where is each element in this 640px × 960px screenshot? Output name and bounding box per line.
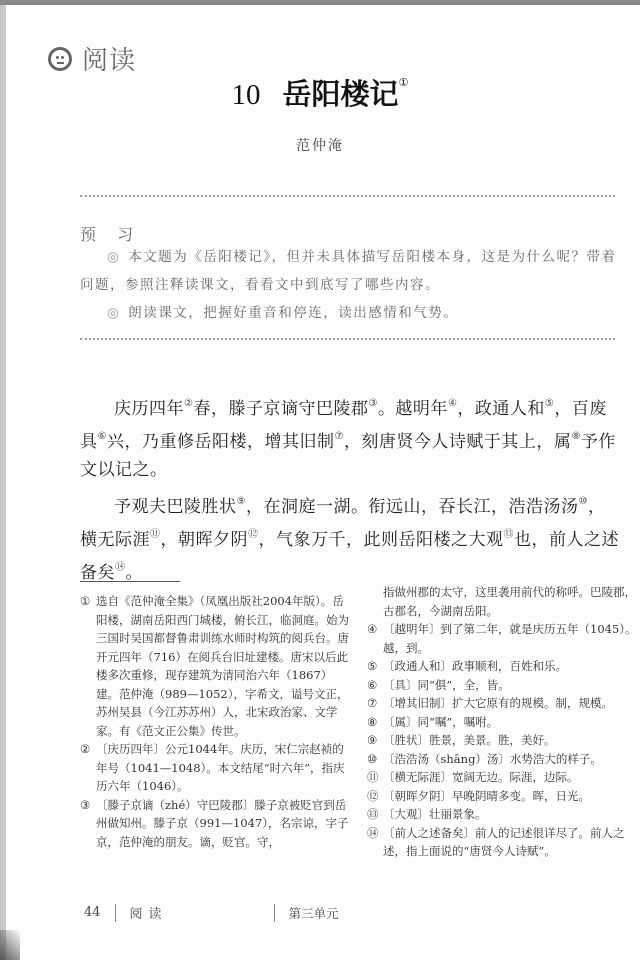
footnote-marker: ⑭	[115, 562, 126, 573]
dotted-divider-bottom	[80, 338, 615, 340]
footnote-marker: ⑥	[97, 431, 107, 442]
section-title: 阅读	[82, 46, 137, 76]
page-number: 44	[84, 905, 101, 920]
footnote: ⑭ 〔前人之述备矣〕前人的记述很详尽了。前人之述，指上面说的“唐贤今人诗赋”。	[367, 825, 625, 858]
footnotes-right-column	[367, 583, 637, 861]
footnote: ⑪ 〔横无际涯〕宽阔无边。际涯，边际。	[367, 770, 579, 784]
main-text	[80, 390, 620, 591]
footnote-marker: ③	[368, 398, 378, 409]
footnote-marker: ⑩	[578, 496, 588, 507]
footnotes-left-column	[80, 592, 350, 851]
page-corner-shadow	[0, 930, 20, 960]
footnote: ⑫ 〔朝晖夕阴〕早晚阴晴多变。晖，日光。	[367, 788, 590, 803]
footer-book-title: 阅读	[129, 907, 168, 922]
lesson-name: 岳阳楼记	[282, 79, 399, 111]
dotted-divider-top	[80, 195, 615, 197]
footnote-marker: ⑫	[248, 529, 259, 540]
footnote: ⑥ 〔具〕同“俱”，全，皆。	[367, 677, 510, 692]
footnote-marker: ⑤	[544, 398, 555, 409]
paragraph-1: 庆历四年②春，滕子京谪守巴陵郡③。越明年④，政通人和⑤，百废具⑥兴，乃重修岳阳楼，增其旧制⑦，刻唐贤今人诗赋于其上，属⑧予作文以记之。	[80, 398, 616, 480]
title-footnote-marker: ①	[398, 77, 409, 89]
footnote: ⑬ 〔大观〕壮丽景象。	[367, 807, 487, 821]
footnote-continuation: 指做州郡的太守，这里袭用前代的称呼。巴陵郡，古郡名，今湖南岳阳。	[383, 585, 636, 618]
paragraph-2: 予观夫巴陵胜状⑨，在洞庭一湖。衔远山，吞长江，浩浩汤汤⑩，横无际涯⑪，朝晖夕阴⑫，气象万千，此则岳阳楼之大观⑬也，前人之述备矣⑭。	[80, 496, 619, 583]
footnote: ⑧ 〔属〕同“嘱”，嘱咐。	[367, 714, 499, 729]
preview-heading: 预 习	[80, 225, 142, 244]
preview-item: ◎ 朗读课文，把握好重音和停连，读出感情和气势。	[107, 305, 459, 321]
footnote: ② 〔庆历四年〕公元1044年。庆历，宋仁宗赵祯的年号（1041—1048）。本文结尾“时六年”，指庆历六年（1046）。	[80, 742, 345, 793]
footnote: ⑨ 〔胜状〕胜景，美景。胜，美好。	[367, 733, 556, 747]
footnote-marker: ⑬	[503, 529, 514, 540]
page-footer	[84, 903, 339, 922]
footnote: ④ 〔越明年〕到了第二年，就是庆历五年（1045）。越，到。	[367, 622, 637, 655]
footnote-marker: ④	[447, 398, 458, 409]
footer-unit: 第三单元	[288, 905, 339, 921]
face-icon	[48, 47, 72, 71]
footer-divider	[115, 904, 116, 922]
footnote-marker: ⑧	[571, 431, 581, 442]
footnote-marker: ②	[184, 398, 194, 409]
footnote-marker: ⑪	[150, 529, 161, 540]
footnote: ① 选自《范仲淹全集》（凤凰出版社2004年版）。岳阳楼，湖南岳阳西门城楼，俯长江，临洞庭。始为三国时吴国都督鲁肃训练水师时构筑的阅兵台。唐开元四年（716）在阅兵台旧址建楼。唐宋以后此楼多次重修，现存建筑为清同治六年（1867）建。范仲淹（989—1052），字希文，谥号文正，苏州吴县（今江苏苏州）人，北宋政治家、文学家。有《范文正公集》传世。	[80, 594, 349, 738]
lesson-title	[0, 72, 640, 113]
footnote: ③ 〔滕子京谪（zhé）守巴陵郡〕滕子京被贬官到岳州做知州。滕子京（991—1047），名宗谅，字子京，范仲淹的朋友。谪，贬官。守，	[80, 797, 349, 849]
footnote: ⑦ 〔增其旧制〕扩大它原有的规模。制，规模。	[367, 696, 613, 710]
footer-divider	[274, 904, 275, 922]
footnote-rule	[80, 581, 180, 582]
bullet-icon: ◎	[107, 249, 121, 265]
footnote-marker: ⑨	[236, 496, 246, 507]
author: 范仲淹	[296, 138, 344, 154]
lesson-number: 10	[231, 79, 261, 111]
footnote: ⑤ 〔政通人和〕政事顺利，百姓和乐。	[367, 659, 567, 673]
preview-section	[80, 243, 620, 327]
bullet-icon: ◎	[107, 305, 121, 321]
footnote: ⑩ 〔浩浩汤（shāng）汤〕水势浩大的样子。	[367, 751, 602, 766]
footnote-marker: ⑦	[334, 431, 344, 442]
preview-item: ◎ 本文题为《岳阳楼记》，但并未具体描写岳阳楼本身，这是为什么呢？带着问题，参照注释读课文，看看文中到底写了哪些内容。	[80, 249, 617, 293]
